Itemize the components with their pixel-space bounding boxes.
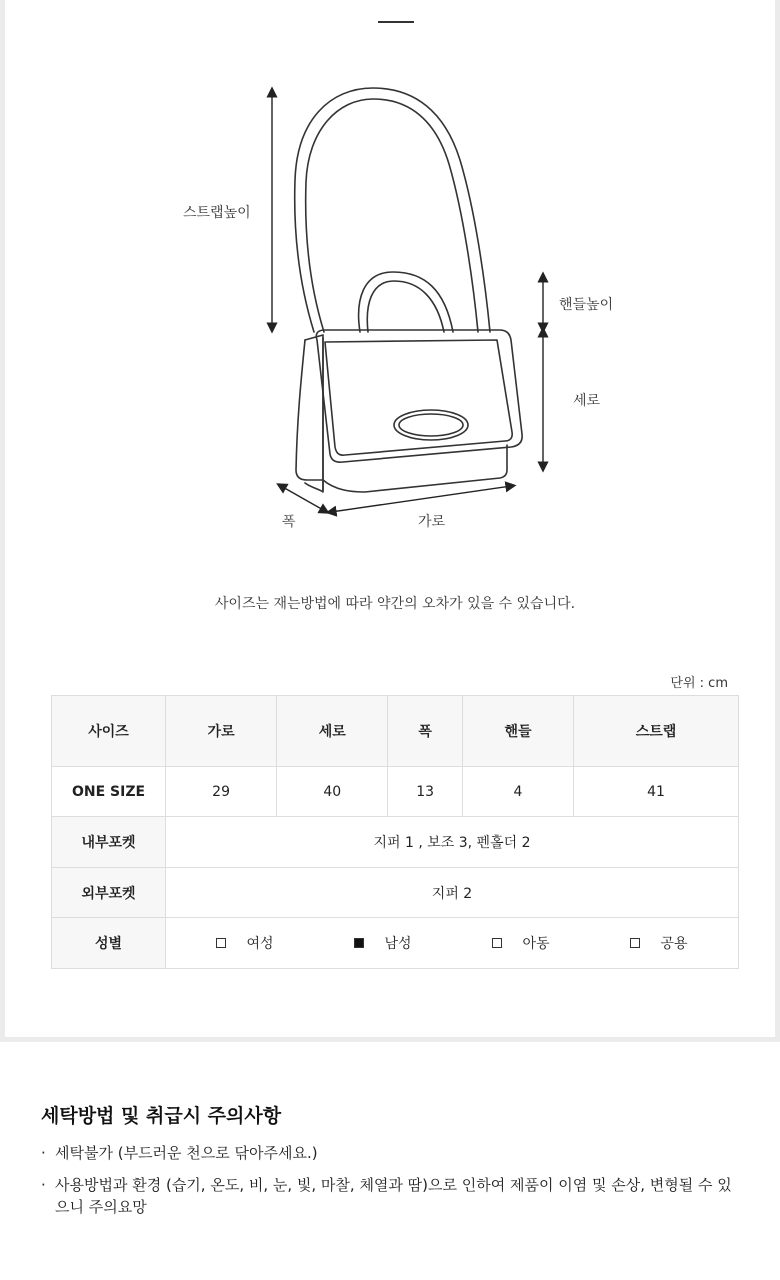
checkbox-empty-icon [492, 938, 502, 948]
header-strap: 스트랩 [574, 696, 739, 767]
care-title: 세탁방법 및 취급시 주의사항 [41, 1105, 282, 1127]
outer-pocket-label: 외부포켓 [52, 868, 166, 918]
table-row [52, 868, 739, 918]
bullet-icon: · [41, 1176, 46, 1194]
height-value: 40 [277, 767, 388, 817]
size-name-cell: ONE SIZE [52, 767, 166, 817]
gender-option-unisex [630, 933, 687, 953]
strap-height-label: 스트랩높이 [183, 205, 251, 221]
table-header-row [52, 696, 739, 767]
inner-pocket-label: 내부포켓 [52, 817, 166, 868]
strap-value: 41 [574, 767, 739, 817]
checkbox-filled-icon [354, 938, 364, 948]
measurement-note: 사이즈는 재는방법에 따라 약간의 오차가 있을 수 있습니다. [214, 596, 576, 612]
unit-label: 단위 : cm [670, 676, 728, 691]
width-value: 29 [166, 767, 277, 817]
gender-option-male [354, 933, 411, 953]
header-height: 세로 [277, 696, 388, 767]
gender-label: 성별 [52, 918, 166, 969]
gender-option-label: 남성 [384, 936, 412, 952]
bullet-icon: · [41, 1144, 46, 1162]
header-depth: 폭 [388, 696, 463, 767]
width-label: 가로 [418, 514, 446, 530]
checkbox-empty-icon [216, 938, 226, 948]
table-row [52, 817, 739, 868]
care-item-text: 세탁불가 (부드러운 천으로 닦아주세요.) [55, 1144, 318, 1162]
header-width: 가로 [166, 696, 277, 767]
gender-option-label: 여성 [246, 936, 274, 952]
gender-options [166, 918, 739, 969]
care-item-text: 사용방법과 환경 (습기, 온도, 비, 눈, 빛, 마찰, 체열과 땀)으로 인하여 제품이 이염 및 손상, 변형될 수 있으니 주의요망 [55, 1176, 732, 1216]
gender-option-female [216, 933, 273, 953]
inner-pocket-value: 지퍼 1 , 보조 3, 펜홀더 2 [166, 817, 739, 868]
gender-option-label: 아동 [522, 936, 550, 952]
care-list [41, 1142, 741, 1228]
handle-value: 4 [462, 767, 573, 817]
gender-option-kids [492, 933, 549, 953]
height-label: 세로 [573, 393, 601, 409]
header-size: 사이즈 [52, 696, 166, 767]
depth-label: 폭 [282, 514, 296, 530]
bag-size-diagram [5, 0, 780, 560]
table-row [52, 767, 739, 817]
checkbox-empty-icon [630, 938, 640, 948]
handle-height-label: 핸들높이 [559, 297, 614, 313]
list-item [41, 1142, 741, 1164]
table-row [52, 918, 739, 969]
gender-option-label: 공용 [660, 936, 688, 952]
list-item [41, 1174, 741, 1218]
outer-pocket-value: 지퍼 2 [166, 868, 739, 918]
depth-value: 13 [388, 767, 463, 817]
header-handle: 핸들 [462, 696, 573, 767]
bag-illustration [5, 0, 780, 560]
size-table [51, 695, 739, 969]
